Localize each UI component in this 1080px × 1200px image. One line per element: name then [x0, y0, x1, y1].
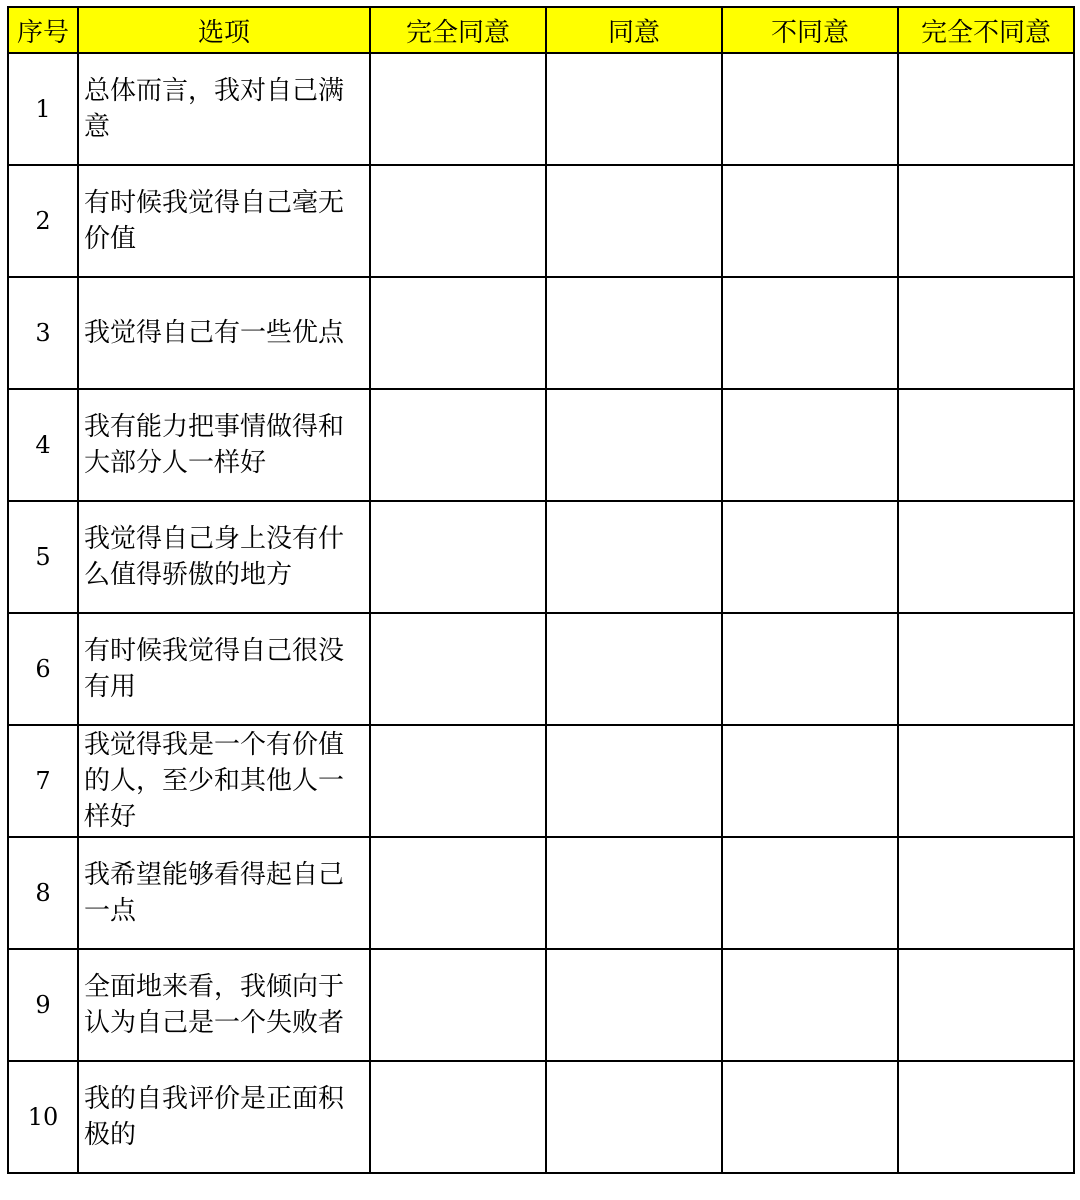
row-option: 我觉得自己有一些优点: [78, 277, 370, 389]
choice-strongly-agree[interactable]: [370, 837, 546, 949]
choice-agree[interactable]: [546, 1061, 722, 1173]
choice-strongly-disagree[interactable]: [898, 837, 1074, 949]
choice-strongly-disagree[interactable]: [898, 613, 1074, 725]
choice-strongly-agree[interactable]: [370, 277, 546, 389]
header-number: 序号: [8, 7, 78, 53]
table-row: [8, 837, 1074, 949]
choice-disagree[interactable]: [722, 277, 898, 389]
choice-disagree[interactable]: [722, 837, 898, 949]
row-option: 我觉得我是一个有价值的人，至少和其他人一样好: [78, 725, 370, 837]
self-esteem-survey-table: [7, 6, 1075, 1174]
choice-disagree[interactable]: [722, 1061, 898, 1173]
row-number: 6: [8, 613, 78, 725]
row-option: 总体而言，我对自己满意: [78, 53, 370, 165]
header-strongly-agree: 完全同意: [370, 7, 546, 53]
header-disagree: 不同意: [722, 7, 898, 53]
choice-strongly-disagree[interactable]: [898, 1061, 1074, 1173]
row-number: 3: [8, 277, 78, 389]
choice-strongly-disagree[interactable]: [898, 277, 1074, 389]
table-row: [8, 53, 1074, 165]
choice-strongly-agree[interactable]: [370, 1061, 546, 1173]
choice-agree[interactable]: [546, 165, 722, 277]
choice-agree[interactable]: [546, 837, 722, 949]
choice-disagree[interactable]: [722, 501, 898, 613]
row-option: 我希望能够看得起自己一点: [78, 837, 370, 949]
header-strongly-disagree: 完全不同意: [898, 7, 1074, 53]
header-agree: 同意: [546, 7, 722, 53]
choice-strongly-agree[interactable]: [370, 949, 546, 1061]
choice-agree[interactable]: [546, 53, 722, 165]
choice-strongly-agree[interactable]: [370, 501, 546, 613]
row-number: 5: [8, 501, 78, 613]
choice-agree[interactable]: [546, 613, 722, 725]
row-option: 我的自我评价是正面积极的: [78, 1061, 370, 1173]
choice-strongly-disagree[interactable]: [898, 389, 1074, 501]
row-number: 9: [8, 949, 78, 1061]
table-row: [8, 949, 1074, 1061]
row-number: 7: [8, 725, 78, 837]
table-row: [8, 725, 1074, 837]
header-row: [8, 7, 1074, 53]
choice-strongly-disagree[interactable]: [898, 53, 1074, 165]
choice-agree[interactable]: [546, 501, 722, 613]
choice-disagree[interactable]: [722, 53, 898, 165]
choice-agree[interactable]: [546, 389, 722, 501]
row-number: 10: [8, 1061, 78, 1173]
choice-strongly-agree[interactable]: [370, 165, 546, 277]
row-option: 全面地来看，我倾向于认为自己是一个失败者: [78, 949, 370, 1061]
header-option: 选项: [78, 7, 370, 53]
choice-strongly-agree[interactable]: [370, 613, 546, 725]
table-row: [8, 1061, 1074, 1173]
choice-strongly-agree[interactable]: [370, 53, 546, 165]
table-row: [8, 277, 1074, 389]
table-row: [8, 613, 1074, 725]
choice-strongly-disagree[interactable]: [898, 725, 1074, 837]
table-row: [8, 501, 1074, 613]
row-number: 1: [8, 53, 78, 165]
choice-strongly-agree[interactable]: [370, 389, 546, 501]
row-option: 我觉得自己身上没有什么值得骄傲的地方: [78, 501, 370, 613]
table-row: [8, 389, 1074, 501]
choice-disagree[interactable]: [722, 725, 898, 837]
row-option: 有时候我觉得自己毫无价值: [78, 165, 370, 277]
choice-strongly-disagree[interactable]: [898, 501, 1074, 613]
choice-disagree[interactable]: [722, 165, 898, 277]
row-option: 有时候我觉得自己很没有用: [78, 613, 370, 725]
table-row: [8, 165, 1074, 277]
choice-agree[interactable]: [546, 949, 722, 1061]
row-number: 2: [8, 165, 78, 277]
row-option: 我有能力把事情做得和大部分人一样好: [78, 389, 370, 501]
row-number: 4: [8, 389, 78, 501]
choice-strongly-disagree[interactable]: [898, 949, 1074, 1061]
choice-strongly-disagree[interactable]: [898, 165, 1074, 277]
row-number: 8: [8, 837, 78, 949]
choice-disagree[interactable]: [722, 949, 898, 1061]
choice-disagree[interactable]: [722, 613, 898, 725]
choice-agree[interactable]: [546, 277, 722, 389]
choice-strongly-agree[interactable]: [370, 725, 546, 837]
choice-agree[interactable]: [546, 725, 722, 837]
choice-disagree[interactable]: [722, 389, 898, 501]
